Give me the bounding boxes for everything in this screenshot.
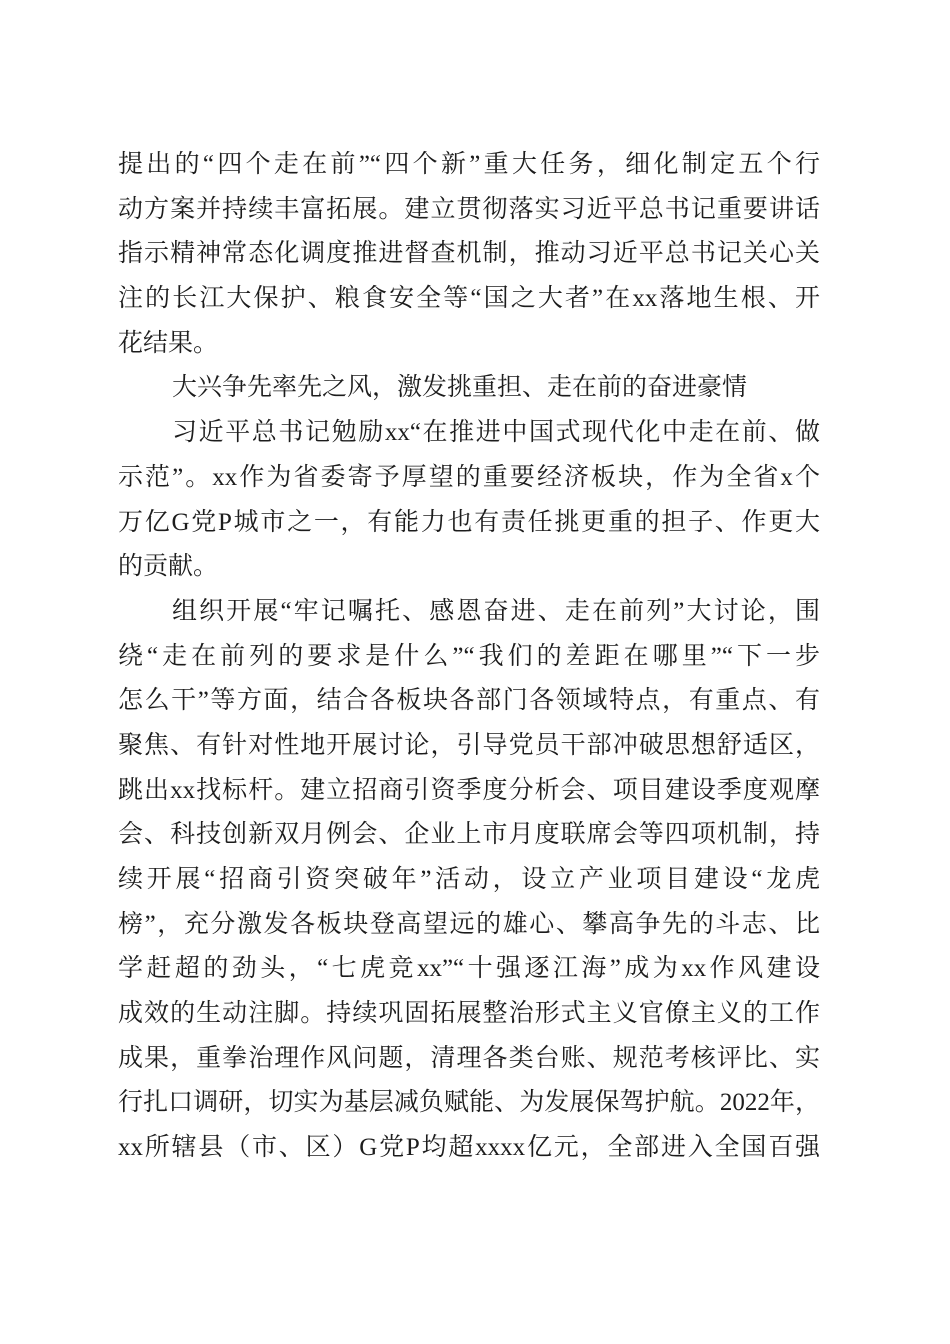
text-line: 成效的生动注脚。持续巩固拓展整治形式主义官僚主义的工作	[118, 1000, 820, 1028]
section-heading	[118, 366, 820, 411]
text-line: 怎么干”等方面，结合各板块各部门各领域特点，有重点、有	[118, 687, 820, 715]
text-line: 示范”。xx作为省委寄予厚望的重要经济板块，作为全省x个	[118, 463, 820, 491]
text-line: 行扎口调研，切实为基层减负赋能、为发展保驾护航。2022年，	[118, 1089, 820, 1117]
text-line: 的贡献。	[118, 553, 219, 581]
text-line: 万亿G党P城市之一，有能力也有责任挑更重的担子、作更大	[118, 508, 820, 536]
text-line: xx所辖县（市、区）G党P均超xxxx亿元，全部进入全国百强	[118, 1134, 820, 1162]
text-line: 指示精神常态化调度推进督查机制，推动习近平总书记关心关	[118, 240, 820, 268]
text-line: 榜”，充分激发各板块登高望远的雄心、攀高争先的斗志、比	[118, 910, 820, 938]
text-line: 花结果。	[118, 329, 219, 357]
text-line: 续开展“招商引资突破年”活动，设立产业项目建设“龙虎	[118, 866, 820, 893]
text-line: 聚焦、有针对性地开展讨论，引导党员干部冲破思想舒适区，	[118, 731, 820, 759]
text-line: 学赶超的劲头，“七虎竞xx”“十强逐江海”成为xx作风建设	[118, 955, 820, 983]
text-line: 组织开展“牢记嘱托、感恩奋进、走在前列”大讨论，围	[172, 597, 820, 625]
paragraph-continuation	[118, 143, 820, 366]
text-line: 习近平总书记勉励xx“在推进中国式现代化中走在前、做	[172, 419, 820, 447]
text-line: 注的长江大保护、粮食安全等“国之大者”在xx落地生根、开	[118, 285, 820, 313]
text-line: 跳出xx找标杆。建立招商引资季度分析会、项目建设季度观摩	[118, 776, 820, 804]
text-line: 成果，重拳治理作风问题，清理各类台账、规范考核评比、实	[118, 1044, 820, 1072]
text-line: 提出的“四个走在前”“四个新”重大任务，细化制定五个行	[118, 151, 820, 178]
text-line: 会、科技创新双月例会、企业上市月度联席会等四项机制，持	[118, 821, 820, 849]
section-heading-line: 大兴争先率先之风，激发挑重担、走在前的奋进豪情	[172, 374, 748, 402]
paragraph-body-2	[118, 590, 820, 1171]
text-line: 动方案并持续丰富拓展。建立贯彻落实习近平总书记重要讲话	[118, 195, 820, 223]
paragraph-body-1	[118, 411, 820, 590]
text-line: 绕“走在前列的要求是什么”“我们的差距在哪里”“下一步	[118, 642, 820, 670]
